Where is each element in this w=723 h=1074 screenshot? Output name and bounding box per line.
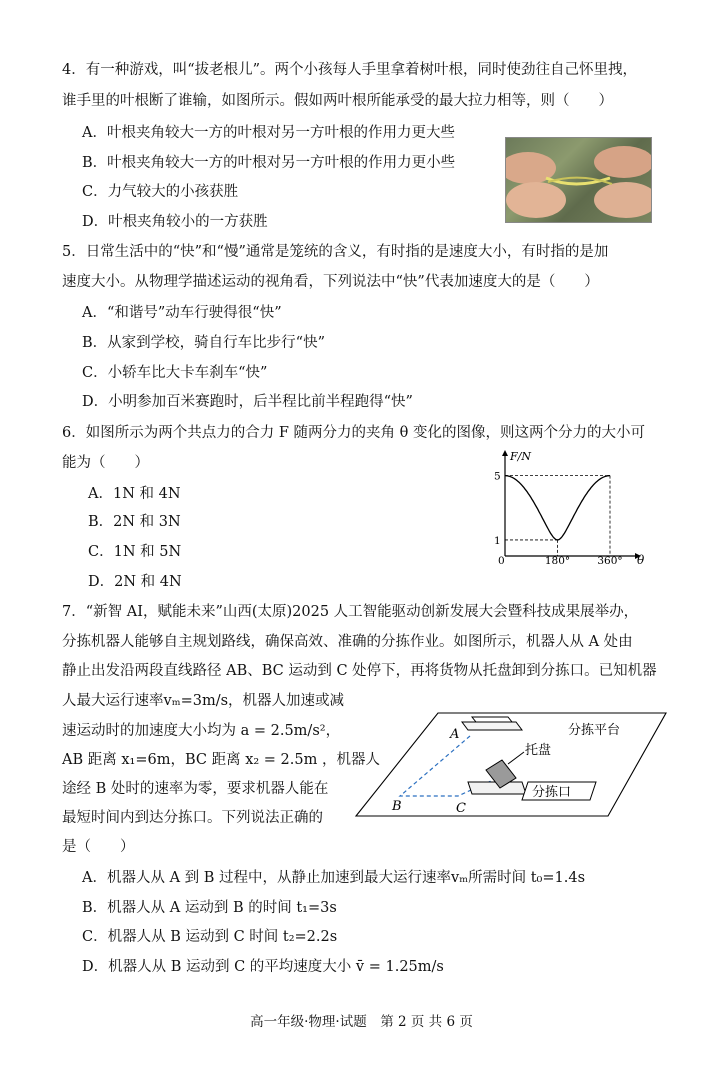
q7-option-d: D．机器人从 B 运动到 C 的平均速度大小 v̄ = 1.25m/s xyxy=(82,959,444,975)
q5-option-d: D．小明参加百米赛跑时，后半程比前半程跑得“快” xyxy=(82,394,413,410)
q7-option-a: A．机器人从 A 到 B 过程中，从静止加速到最大运行速率vₘ所需时间 t₀=1.4s xyxy=(82,870,586,886)
x-axis-label: θ xyxy=(637,553,645,567)
page-footer: 高一年级·物理·试题 第 2 页 共 6 页 xyxy=(250,1014,473,1030)
q6-line2: 能为（ ） xyxy=(62,455,149,471)
x-tick-label-0: 0 xyxy=(498,555,505,567)
y-axis-arrow xyxy=(502,450,508,456)
q4-photo-hands-pulling-leaf-stems xyxy=(505,137,652,223)
q5-line2: 速度大小。从物理学描述运动的视角看，下列说法中“快”代表加速度大的是（ ） xyxy=(62,274,599,290)
q4-option-a: A．叶根夹角较大一方的叶根对另一方叶根的作用力更大些 xyxy=(82,125,455,141)
q6-line1: 6．如图所示为两个共点力的合力 F 随两分力的夹角 θ 变化的图像，则这两个分力的大小可 xyxy=(62,425,645,441)
q4-option-c: C．力气较大的小孩获胜 xyxy=(82,184,239,200)
q6-option-c: C．1N 和 5N xyxy=(88,544,182,560)
q6-option-b: B．2N 和 3N xyxy=(88,514,181,530)
guide-lines xyxy=(505,476,610,556)
q5-option-a: A．“和谐号”动车行驶得很“快” xyxy=(82,305,282,321)
tray-label: 托盘 xyxy=(525,743,552,758)
series-line-resultant-force xyxy=(505,476,610,540)
q7-line1: 7．“新智 AI，赋能未来”山西(太原)2025 人工智能驱动创新发展大会暨科技成果展举办， xyxy=(62,604,639,620)
q7-line8: 最短时间内到达分拣口。下列说法正确的 xyxy=(62,810,323,826)
q4-line2: 谁手里的叶根断了谁输，如图所示。假如两叶根所能承受的最大拉力相等，则（ ） xyxy=(62,93,613,109)
y-tick-label-1: 1 xyxy=(494,534,501,547)
point-a-label: A xyxy=(450,727,460,742)
outlet-label: 分拣口 xyxy=(532,785,572,800)
point-c-label: C xyxy=(456,801,466,816)
q6-option-a: A．1N 和 4N xyxy=(88,486,181,502)
platform-label: 分拣平台 xyxy=(568,723,621,738)
q7-option-b: B．机器人从 A 运动到 B 的时间 t₁=3s xyxy=(82,900,337,916)
q5-option-c: C．小轿车比大卡车刹车“快” xyxy=(82,365,268,381)
tray-leader-line xyxy=(508,752,524,764)
robot-tray-at-a xyxy=(472,717,512,722)
q7-line5: 速运动时的加速度大小均为 a = 2.5m/s²， xyxy=(62,723,341,739)
q7-line3: 静止出发沿两段直线路径 AB、BC 运动到 C 处停下，再将货物从托盘卸到分拣口。已知机器 xyxy=(62,663,657,679)
q7-line4: 人最大运行速率vₘ=3m/s，机器人加速或减 xyxy=(62,693,345,709)
q5-option-b: B．从家到学校，骑自行车比步行“快” xyxy=(82,335,325,351)
q4-option-d: D．叶根夹角较小的一方获胜 xyxy=(82,214,268,230)
robot-at-a xyxy=(462,722,522,730)
q7-line9: 是（ ） xyxy=(62,839,135,855)
q7-line6: AB 距离 x₁=6m，BC 距离 x₂ = 2.5m ，机器人 xyxy=(62,752,380,768)
q4-line1: 4．有一种游戏，叫“拔老根儿”。两个小孩每人手里拿着树叶根，同时使劲往自己怀里拽， xyxy=(62,62,638,78)
q6-force-angle-graph xyxy=(490,448,650,570)
q5-line1: 5．日常生活中的“快”和“慢”通常是笼统的含义，有时指的是速度大小，有时指的是加 xyxy=(62,244,609,260)
q7-sorting-platform-diagram xyxy=(350,708,670,820)
data-points xyxy=(505,476,610,540)
x-tick-label-180: 180° xyxy=(544,555,571,567)
hands-illustration xyxy=(506,138,651,222)
q4-option-b: B．叶根夹角较大一方的叶根对另一方叶根的作用力更小些 xyxy=(82,155,456,171)
q7-line2: 分拣机器人能够自主规划路线，确保高效、准确的分拣作业。如图所示，机器人从 A 处由 xyxy=(62,634,633,650)
y-tick-label-5: 5 xyxy=(494,470,501,483)
x-tick-label-360: 360° xyxy=(597,555,623,567)
point-b-label: B xyxy=(392,799,402,814)
q7-line7: 途经 B 处时的速率为零，要求机器人能在 xyxy=(62,781,329,797)
q7-option-c: C．机器人从 B 运动到 C 时间 t₂=2.2s xyxy=(82,929,338,945)
q6-option-d: D．2N 和 4N xyxy=(88,574,182,590)
y-axis-label: F/N xyxy=(510,450,531,463)
